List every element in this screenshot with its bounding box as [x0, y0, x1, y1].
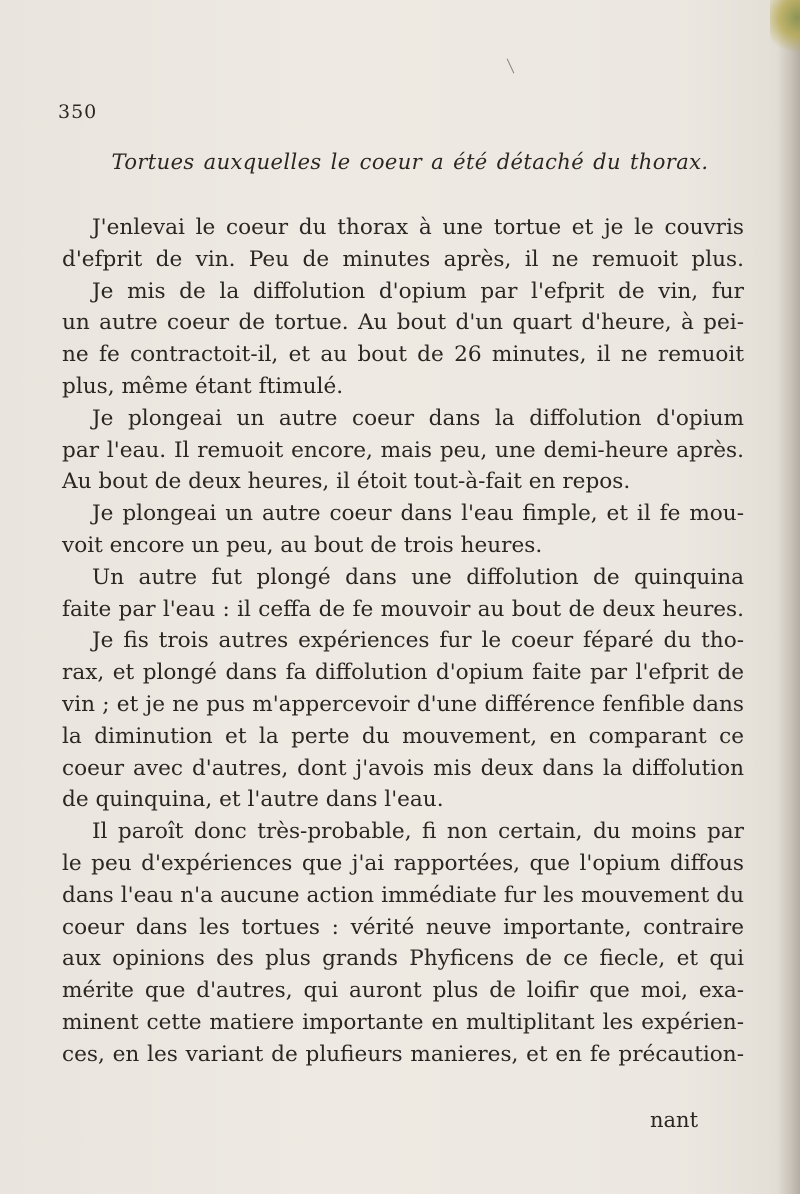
- text-line: rax, et plongé dans fa diffolution d'opium faite par l'efprit de: [62, 660, 744, 686]
- text-line: Je plongeai un autre coeur dans la diffolution d'opium: [92, 405, 744, 431]
- text-line: mérite que d'autres, qui auront plus de loifir que moi, exa-: [62, 978, 744, 1004]
- section-heading: Tortues auxquelles le coeur a été détaché du thorax.: [111, 150, 709, 174]
- text-line: voit encore un peu, au bout de trois heures.: [62, 532, 543, 558]
- text-line: coeur avec d'autres, dont j'avois mis deux dans la diffolution: [62, 755, 744, 781]
- text-line: d'efprit de vin. Peu de minutes après, il ne remuoit plus.: [62, 246, 744, 272]
- corner-stain: [770, 0, 800, 60]
- text-line: ces, en les variant de plufieurs manieres, et en fe précaution-: [62, 1041, 744, 1067]
- page-gutter-shadow: [778, 0, 800, 1194]
- body-text: [62, 212, 744, 1071]
- text-line: de quinquina, et l'autre dans l'eau.: [62, 787, 444, 813]
- page-number: 350: [58, 101, 98, 123]
- text-line: Un autre fut plongé dans une diffolution de quinquina: [92, 564, 744, 590]
- text-line: par l'eau. Il remuoit encore, mais peu, une demi-heure après.: [62, 437, 744, 463]
- text-line: dans l'eau n'a aucune action immédiate fur les mouvement du: [62, 882, 744, 908]
- text-line: Au bout de deux heures, il étoit tout-à-fait en repos.: [62, 469, 631, 495]
- text-line: Il paroît donc très-probable, fi non certain, du moins par: [92, 819, 744, 845]
- text-line: un autre coeur de tortue. Au bout d'un quart d'heure, à pei-: [62, 310, 744, 336]
- text-line: vin ; et je ne pus m'appercevoir d'une différence fenfible dans: [62, 691, 744, 717]
- text-line: le peu d'expériences que j'ai rapportées, que l'opium diffous: [62, 850, 744, 876]
- text-line: minent cette matiere importante en multiplitant les expérien-: [62, 1009, 744, 1035]
- text-line: aux opinions des plus grands Phyficens de ce fiecle, et qui: [62, 946, 744, 972]
- text-line: faite par l'eau : il ceffa de fe mouvoir au bout de deux heures.: [62, 596, 744, 622]
- stray-pen-mark: [507, 59, 515, 74]
- text-line: Je fis trois autres expériences fur le coeur féparé du tho-: [92, 628, 744, 654]
- text-line: Je mis de la diffolution d'opium par l'efprit de vin, fur: [92, 278, 744, 304]
- text-line: la diminution et la perte du mouvement, en comparant ce: [62, 723, 744, 749]
- catchword: nant: [650, 1108, 699, 1132]
- text-line: Je plongeai un autre coeur dans l'eau fimple, et il fe mou-: [92, 501, 744, 527]
- text-line: plus, même étant ftimulé.: [62, 373, 344, 399]
- text-line: coeur dans les tortues : vérité neuve importante, contraire: [62, 914, 744, 940]
- text-line: J'enlevai le coeur du thorax à une tortue et je le couvris: [92, 215, 744, 240]
- text-line: ne fe contractoit-il, et au bout de 26 minutes, il ne remuoit: [62, 342, 744, 368]
